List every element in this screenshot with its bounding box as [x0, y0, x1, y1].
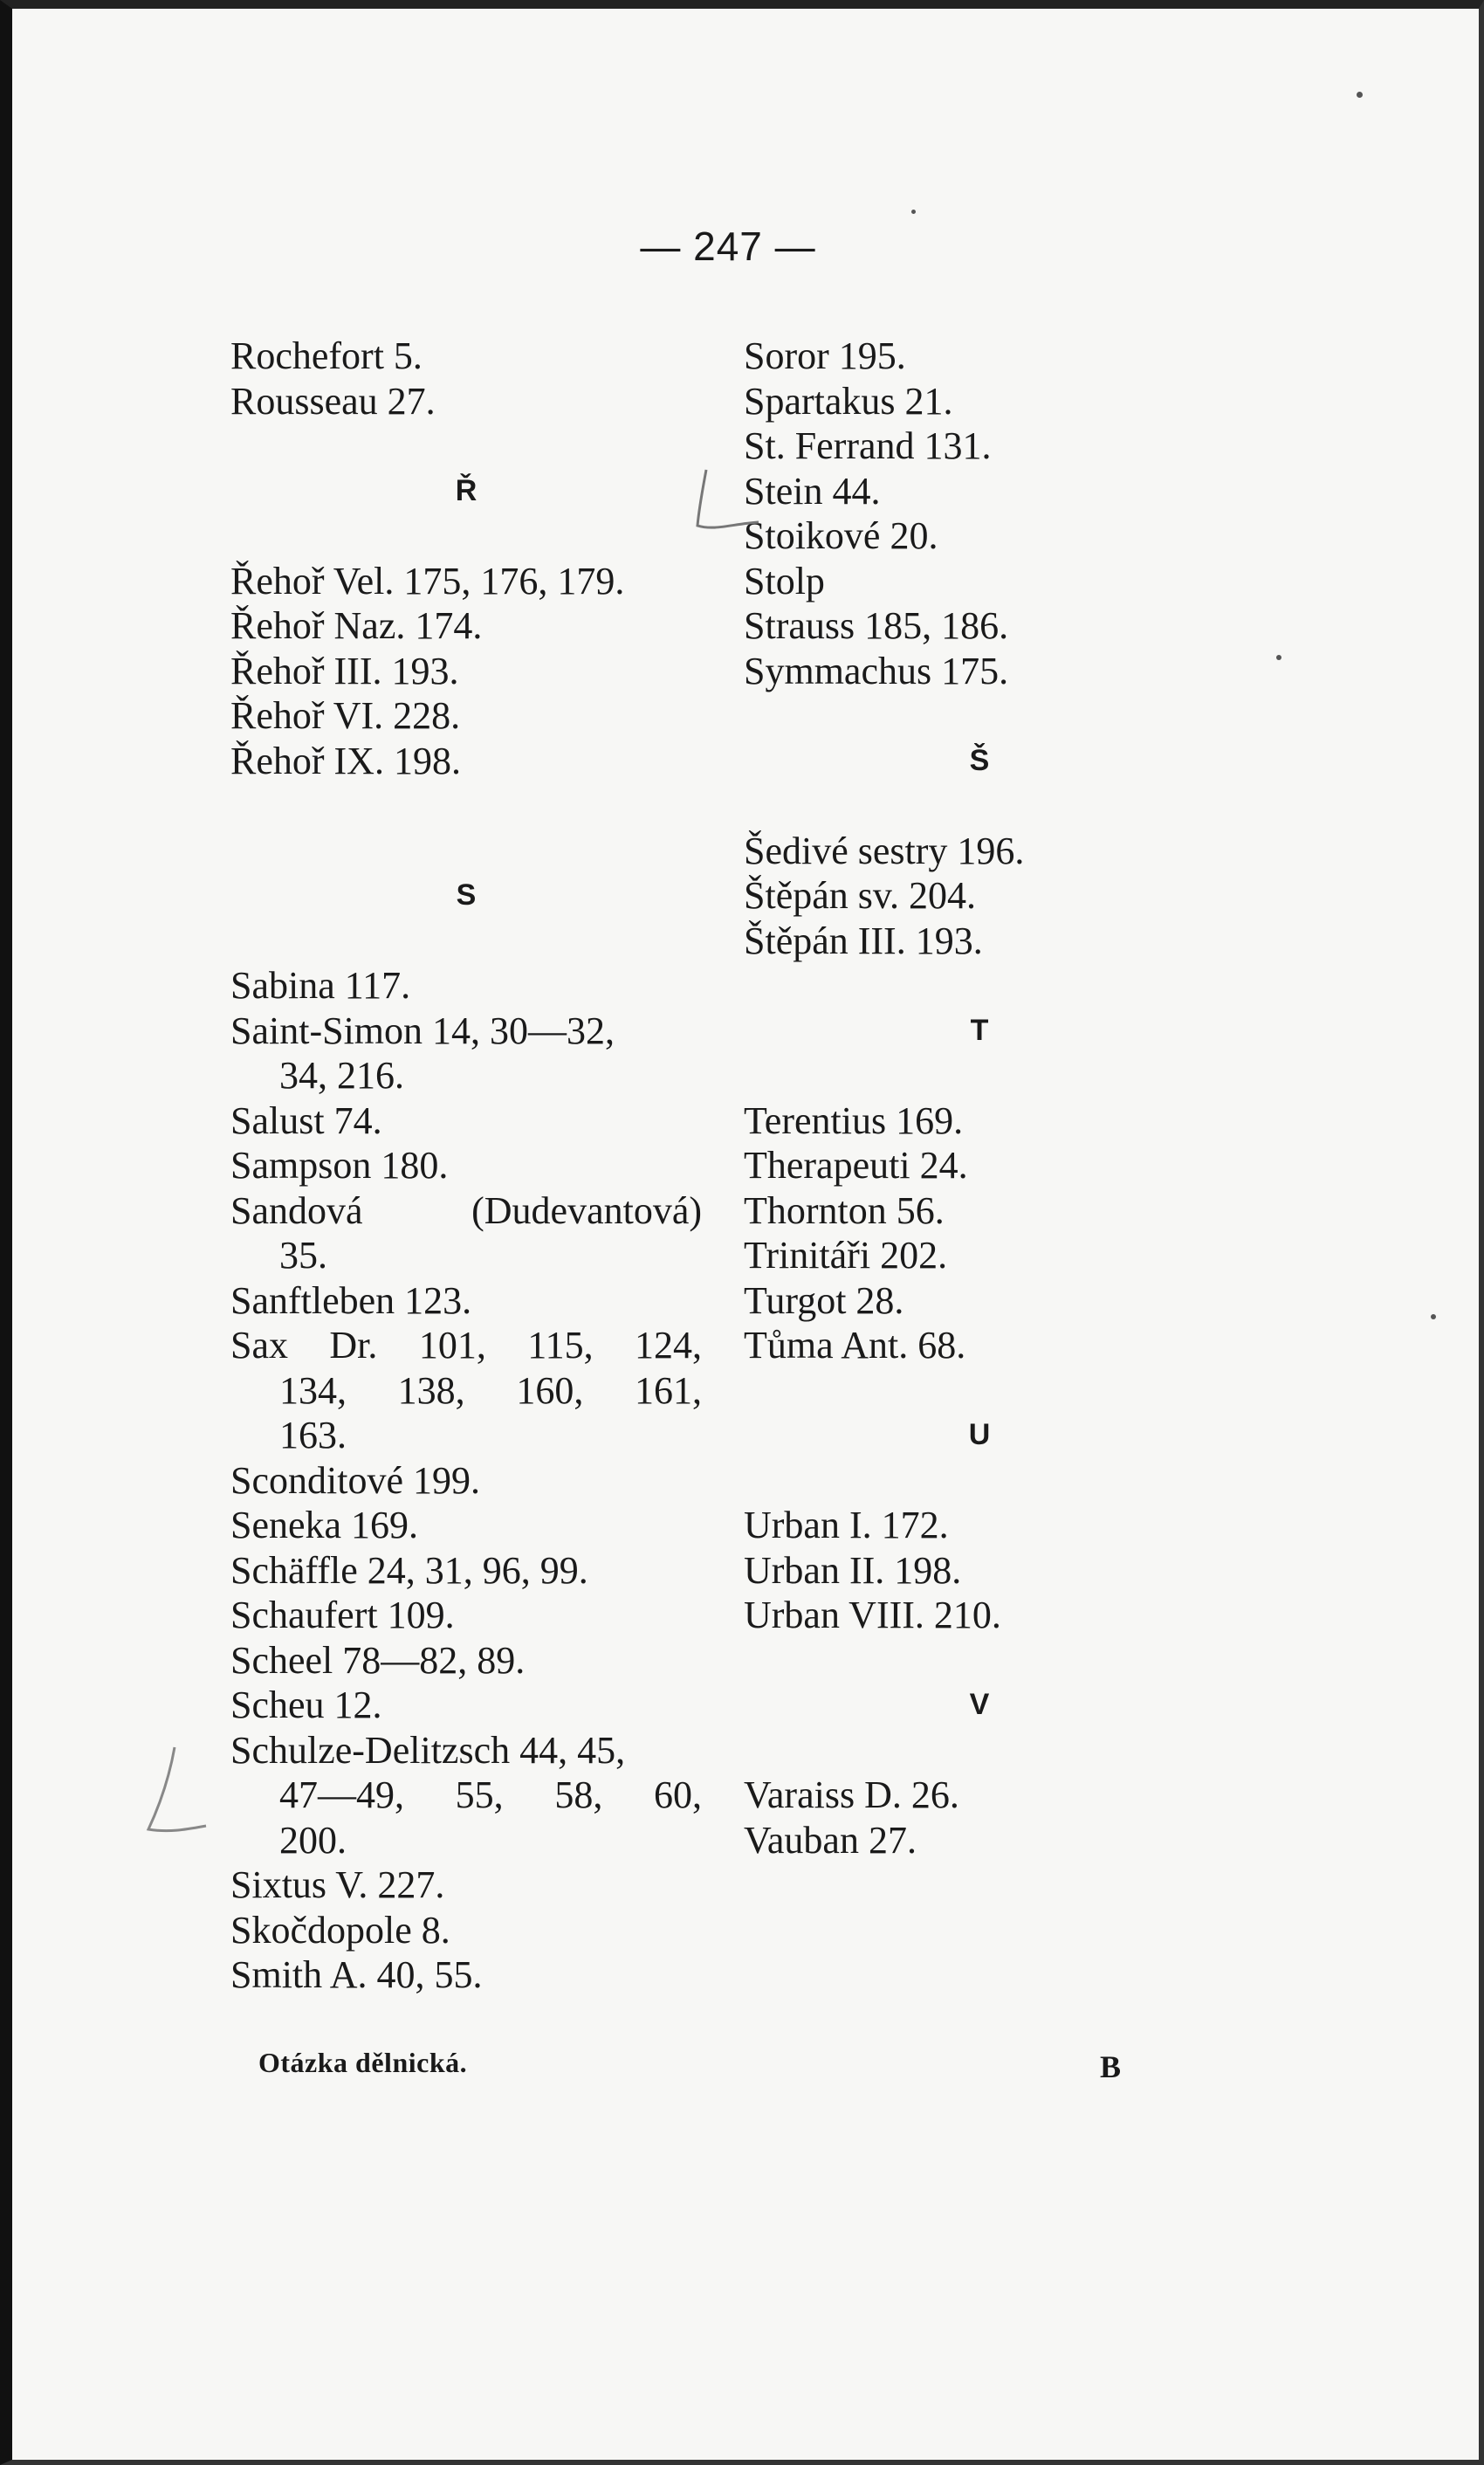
section-letter-heading: V [969, 1688, 990, 1721]
section-letter-heading: Š [969, 743, 990, 777]
index-entry-continuation: 34, 216. [279, 1054, 404, 1097]
index-entry: Stolp [744, 559, 825, 602]
index-entry: Varaiss D. 26. [744, 1773, 959, 1816]
section-letter-heading: T [970, 1013, 989, 1047]
section-letter-heading: U [968, 1418, 991, 1451]
index-entry: Tůma Ant. 68. [744, 1324, 966, 1367]
index-entry: Sabina 117. [230, 964, 411, 1007]
index-entry: Salust 74. [230, 1098, 382, 1142]
index-entry: Smith A. 40, 55. [230, 1953, 483, 1996]
index-entry: Seneka 169. [230, 1504, 419, 1546]
spacer [744, 963, 1198, 1009]
index-entry: Symmachus 175. [744, 649, 1009, 692]
pencil-mark-right [689, 463, 767, 541]
section-letter-heading: Ř [455, 473, 477, 507]
index-entry: Řehoř Vel. 175, 176, 179. [230, 559, 625, 602]
index-entry: Thornton 56. [744, 1188, 945, 1232]
index-entry: Saint-Simon 14, 30—32, [230, 1009, 615, 1052]
index-entry: Řehoř Naz. 174. [230, 604, 483, 647]
index-entry-continuation: 200. [279, 1818, 347, 1862]
index-entry: Strauss 185, 186. [744, 604, 1009, 647]
index-entry: Scheu 12. [230, 1683, 382, 1726]
index-entry: Rousseau 27. [230, 379, 436, 423]
index-entry: Štěpán sv. 204. [744, 874, 977, 917]
index-entry: Stein 44. [744, 469, 881, 513]
index-entry: Sax Dr. 101, 115, 124, [230, 1324, 702, 1367]
index-entry: Sixtus V. 227. [230, 1863, 445, 1906]
index-entry: Turgot 28. [744, 1278, 904, 1322]
index-entry: Schäffle 24, 31, 96, 99. [230, 1548, 588, 1592]
index-entry: Spartakus 21. [744, 379, 953, 423]
index-entry: Sandová (Dudevantová) [230, 1188, 702, 1232]
index-entry: Stoikové 20. [744, 514, 938, 557]
index-entry: Urban II. 198. [744, 1548, 962, 1592]
index-entry: Schulze-Delitzsch 44, 45, [230, 1728, 626, 1772]
index-entry: Řehoř VI. 228. [230, 694, 461, 737]
paper-speck [1357, 92, 1363, 98]
paper-speck [1431, 1314, 1436, 1319]
index-entry: Scheel 78—82, 89. [230, 1638, 526, 1682]
index-entry: Skočdopole 8. [230, 1908, 450, 1952]
index-entry-continuation: 35. [279, 1234, 327, 1277]
index-entry: Trinitáři 202. [744, 1234, 948, 1277]
spacer [744, 1458, 1198, 1504]
index-entry: St. Ferrand 131. [744, 424, 992, 467]
index-entry: Sampson 180. [230, 1144, 449, 1187]
footer-book-title: Otázka dělnická. [258, 2047, 468, 2078]
spacer [230, 783, 702, 829]
paper-speck [911, 210, 916, 214]
page-number: — 247 — [640, 224, 816, 269]
spacer [230, 829, 702, 874]
index-column-left [230, 334, 702, 1998]
index-entry: Urban I. 172. [744, 1504, 949, 1546]
index-entry: Rochefort 5. [230, 334, 423, 377]
spacer [744, 693, 1198, 739]
spacer [744, 1368, 1198, 1414]
index-entry: Terentius 169. [744, 1098, 964, 1142]
index-entry: Schaufert 109. [230, 1594, 455, 1636]
index-entry: Sconditové 199. [230, 1458, 480, 1502]
index-entry: Šedivé sestry 196. [744, 829, 1025, 872]
index-entry-continuation: 134, 138, 160, 161, [279, 1368, 702, 1412]
index-entry: Soror 195. [744, 334, 906, 377]
index-entry: Vauban 27. [744, 1818, 917, 1862]
spacer [744, 1053, 1198, 1098]
pencil-mark-left [134, 1742, 213, 1838]
index-entry: Řehoř III. 193. [230, 649, 459, 692]
index-entry: Therapeuti 24. [744, 1144, 968, 1187]
spacer [744, 783, 1198, 829]
section-letter-heading: S [456, 878, 477, 912]
spacer [744, 1638, 1198, 1683]
spacer [744, 1728, 1198, 1773]
index-entry-continuation: 47—49, 55, 58, 60, [279, 1773, 702, 1816]
index-entry: Řehoř IX. 198. [230, 739, 461, 782]
spacer [230, 423, 702, 469]
printer-signature-mark: B [1100, 2049, 1122, 2084]
index-column-right [744, 334, 1198, 1863]
index-entry: Štěpán III. 193. [744, 919, 983, 962]
index-entry: Urban VIII. 210. [744, 1594, 1001, 1636]
index-entry: Sanftleben 123. [230, 1278, 472, 1322]
spacer [230, 513, 702, 559]
index-entry-continuation: 163. [279, 1414, 347, 1456]
paper-speck [1276, 655, 1281, 660]
spacer [230, 919, 702, 964]
